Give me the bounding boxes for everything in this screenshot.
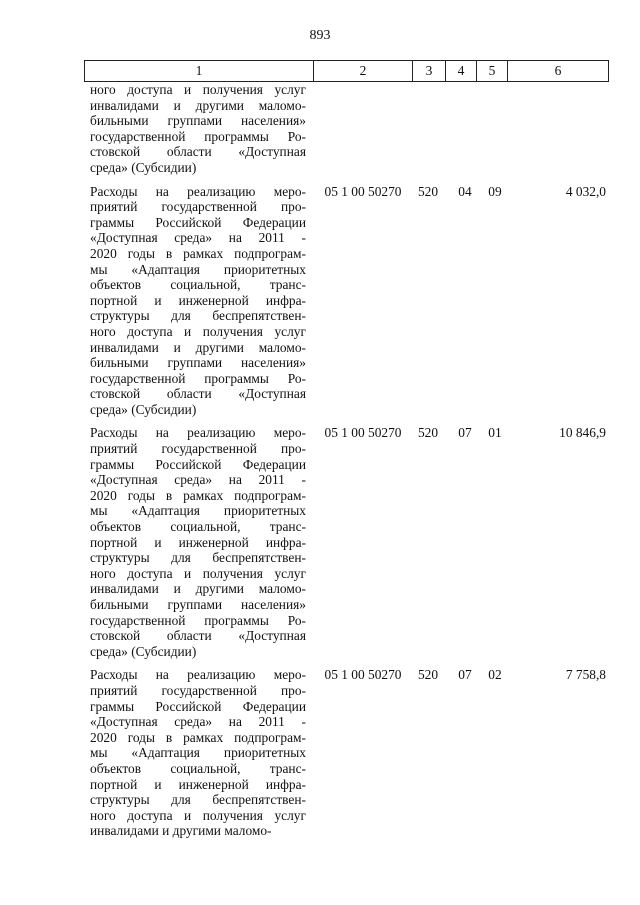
description-line: мы «Адаптация приоритетных	[90, 261, 306, 277]
target-article-code: 05 1 00 50270	[324, 425, 402, 441]
target-article-code: 05 1 00 50270	[324, 667, 402, 683]
page-number: 893	[309, 28, 331, 43]
description-line: бильными группами населения»	[90, 113, 306, 129]
section-code: 04	[458, 183, 472, 199]
table-row	[84, 425, 610, 659]
column-header-6: 6	[508, 61, 609, 82]
section-code: 07	[458, 425, 472, 441]
description-line: «Доступная среда» на 2011 -	[90, 472, 306, 488]
description-line: приятий государственной про-	[90, 199, 306, 215]
description-line: объектов социальной, транс-	[90, 760, 306, 776]
description-line: мы «Адаптация приоритетных	[90, 503, 306, 519]
description-line: приятий государственной про-	[90, 682, 306, 698]
description-line: граммы Российской Федерации	[90, 214, 306, 230]
expense-type-code: 520	[417, 667, 439, 683]
column-header-row	[84, 60, 609, 82]
description-line: граммы Российской Федерации	[90, 698, 306, 714]
description-line: государственной программы Ро-	[90, 612, 306, 628]
description-line: объектов социальной, транс-	[90, 519, 306, 535]
expense-description	[84, 184, 306, 418]
description-line: среда» (Субсидии)	[90, 643, 197, 659]
description-line: «Доступная среда» на 2011 -	[90, 230, 306, 246]
description-line: государственной программы Ро-	[90, 370, 306, 386]
description-line: 2020 годы в рамках подпрограм-	[90, 245, 306, 261]
description-line: стовской области «Доступная	[90, 628, 306, 644]
description-line: 2020 годы в рамках подпрограм-	[90, 729, 306, 745]
description-line: 2020 годы в рамках подпрограм-	[90, 487, 306, 503]
description-line: стовской области «Доступная	[90, 386, 306, 402]
description-line: Расходы на реализацию меро-	[90, 667, 306, 683]
description-line: объектов социальной, транс-	[90, 277, 306, 293]
description-line: ного доступа и получения услуг	[90, 323, 306, 339]
description-line: государственной программы Ро-	[90, 128, 306, 144]
description-line: инвалидами и другими маломо-	[90, 97, 306, 113]
column-header-1: 1	[85, 61, 314, 82]
description-line: мы «Адаптация приоритетных	[90, 745, 306, 761]
description-line: портной и инженерной инфра-	[90, 776, 306, 792]
description-line: инвалидами и другими маломо-	[90, 339, 306, 355]
table-body	[84, 82, 610, 847]
column-header-2: 2	[314, 61, 413, 82]
description-line: ного доступа и получения услуг	[90, 82, 306, 97]
section-code: 07	[458, 667, 472, 683]
subsection-code: 09	[488, 183, 502, 199]
expense-description	[84, 667, 306, 839]
description-line: бильными группами населения»	[90, 597, 306, 612]
expense-type-code: 520	[417, 183, 439, 199]
description-line: среда» (Субсидии)	[90, 159, 197, 175]
description-line: портной и инженерной инфра-	[90, 292, 306, 308]
description-line: структуры для беспрепятствен-	[90, 308, 306, 324]
column-header-3: 3	[413, 61, 446, 82]
expense-description	[84, 82, 306, 176]
description-line: ного доступа и получения услуг	[90, 807, 306, 823]
description-line: Расходы на реализацию меро-	[90, 183, 306, 199]
amount: 10 846,9	[559, 425, 606, 441]
description-line: структуры для беспрепятствен-	[90, 550, 306, 566]
table-row	[84, 82, 610, 176]
expense-description	[84, 425, 306, 659]
description-line: среда» (Субсидии)	[90, 401, 197, 417]
column-header-4: 4	[446, 61, 477, 82]
description-line: бильными группами населения»	[90, 355, 306, 371]
description-line: граммы Российской Федерации	[90, 456, 306, 472]
description-line: Расходы на реализацию меро-	[90, 425, 306, 441]
subsection-code: 02	[488, 667, 502, 683]
description-line: инвалидами и другими маломо-	[90, 581, 306, 597]
table-row	[84, 667, 610, 839]
amount: 4 032,0	[565, 183, 606, 199]
target-article-code: 05 1 00 50270	[324, 183, 402, 199]
column-header-5: 5	[477, 61, 508, 82]
description-line: портной и инженерной инфра-	[90, 534, 306, 550]
description-line: инвалидами и другими маломо-	[90, 823, 272, 839]
description-line: «Доступная среда» на 2011 -	[90, 714, 306, 730]
expense-type-code: 520	[417, 425, 439, 441]
description-line: стовской области «Доступная	[90, 144, 306, 160]
description-line: структуры для беспрепятствен-	[90, 792, 306, 808]
amount: 7 758,8	[565, 667, 606, 683]
description-line: приятий государственной про-	[90, 441, 306, 457]
subsection-code: 01	[488, 425, 502, 441]
table-row	[84, 184, 610, 418]
description-line: ного доступа и получения услуг	[90, 565, 306, 581]
